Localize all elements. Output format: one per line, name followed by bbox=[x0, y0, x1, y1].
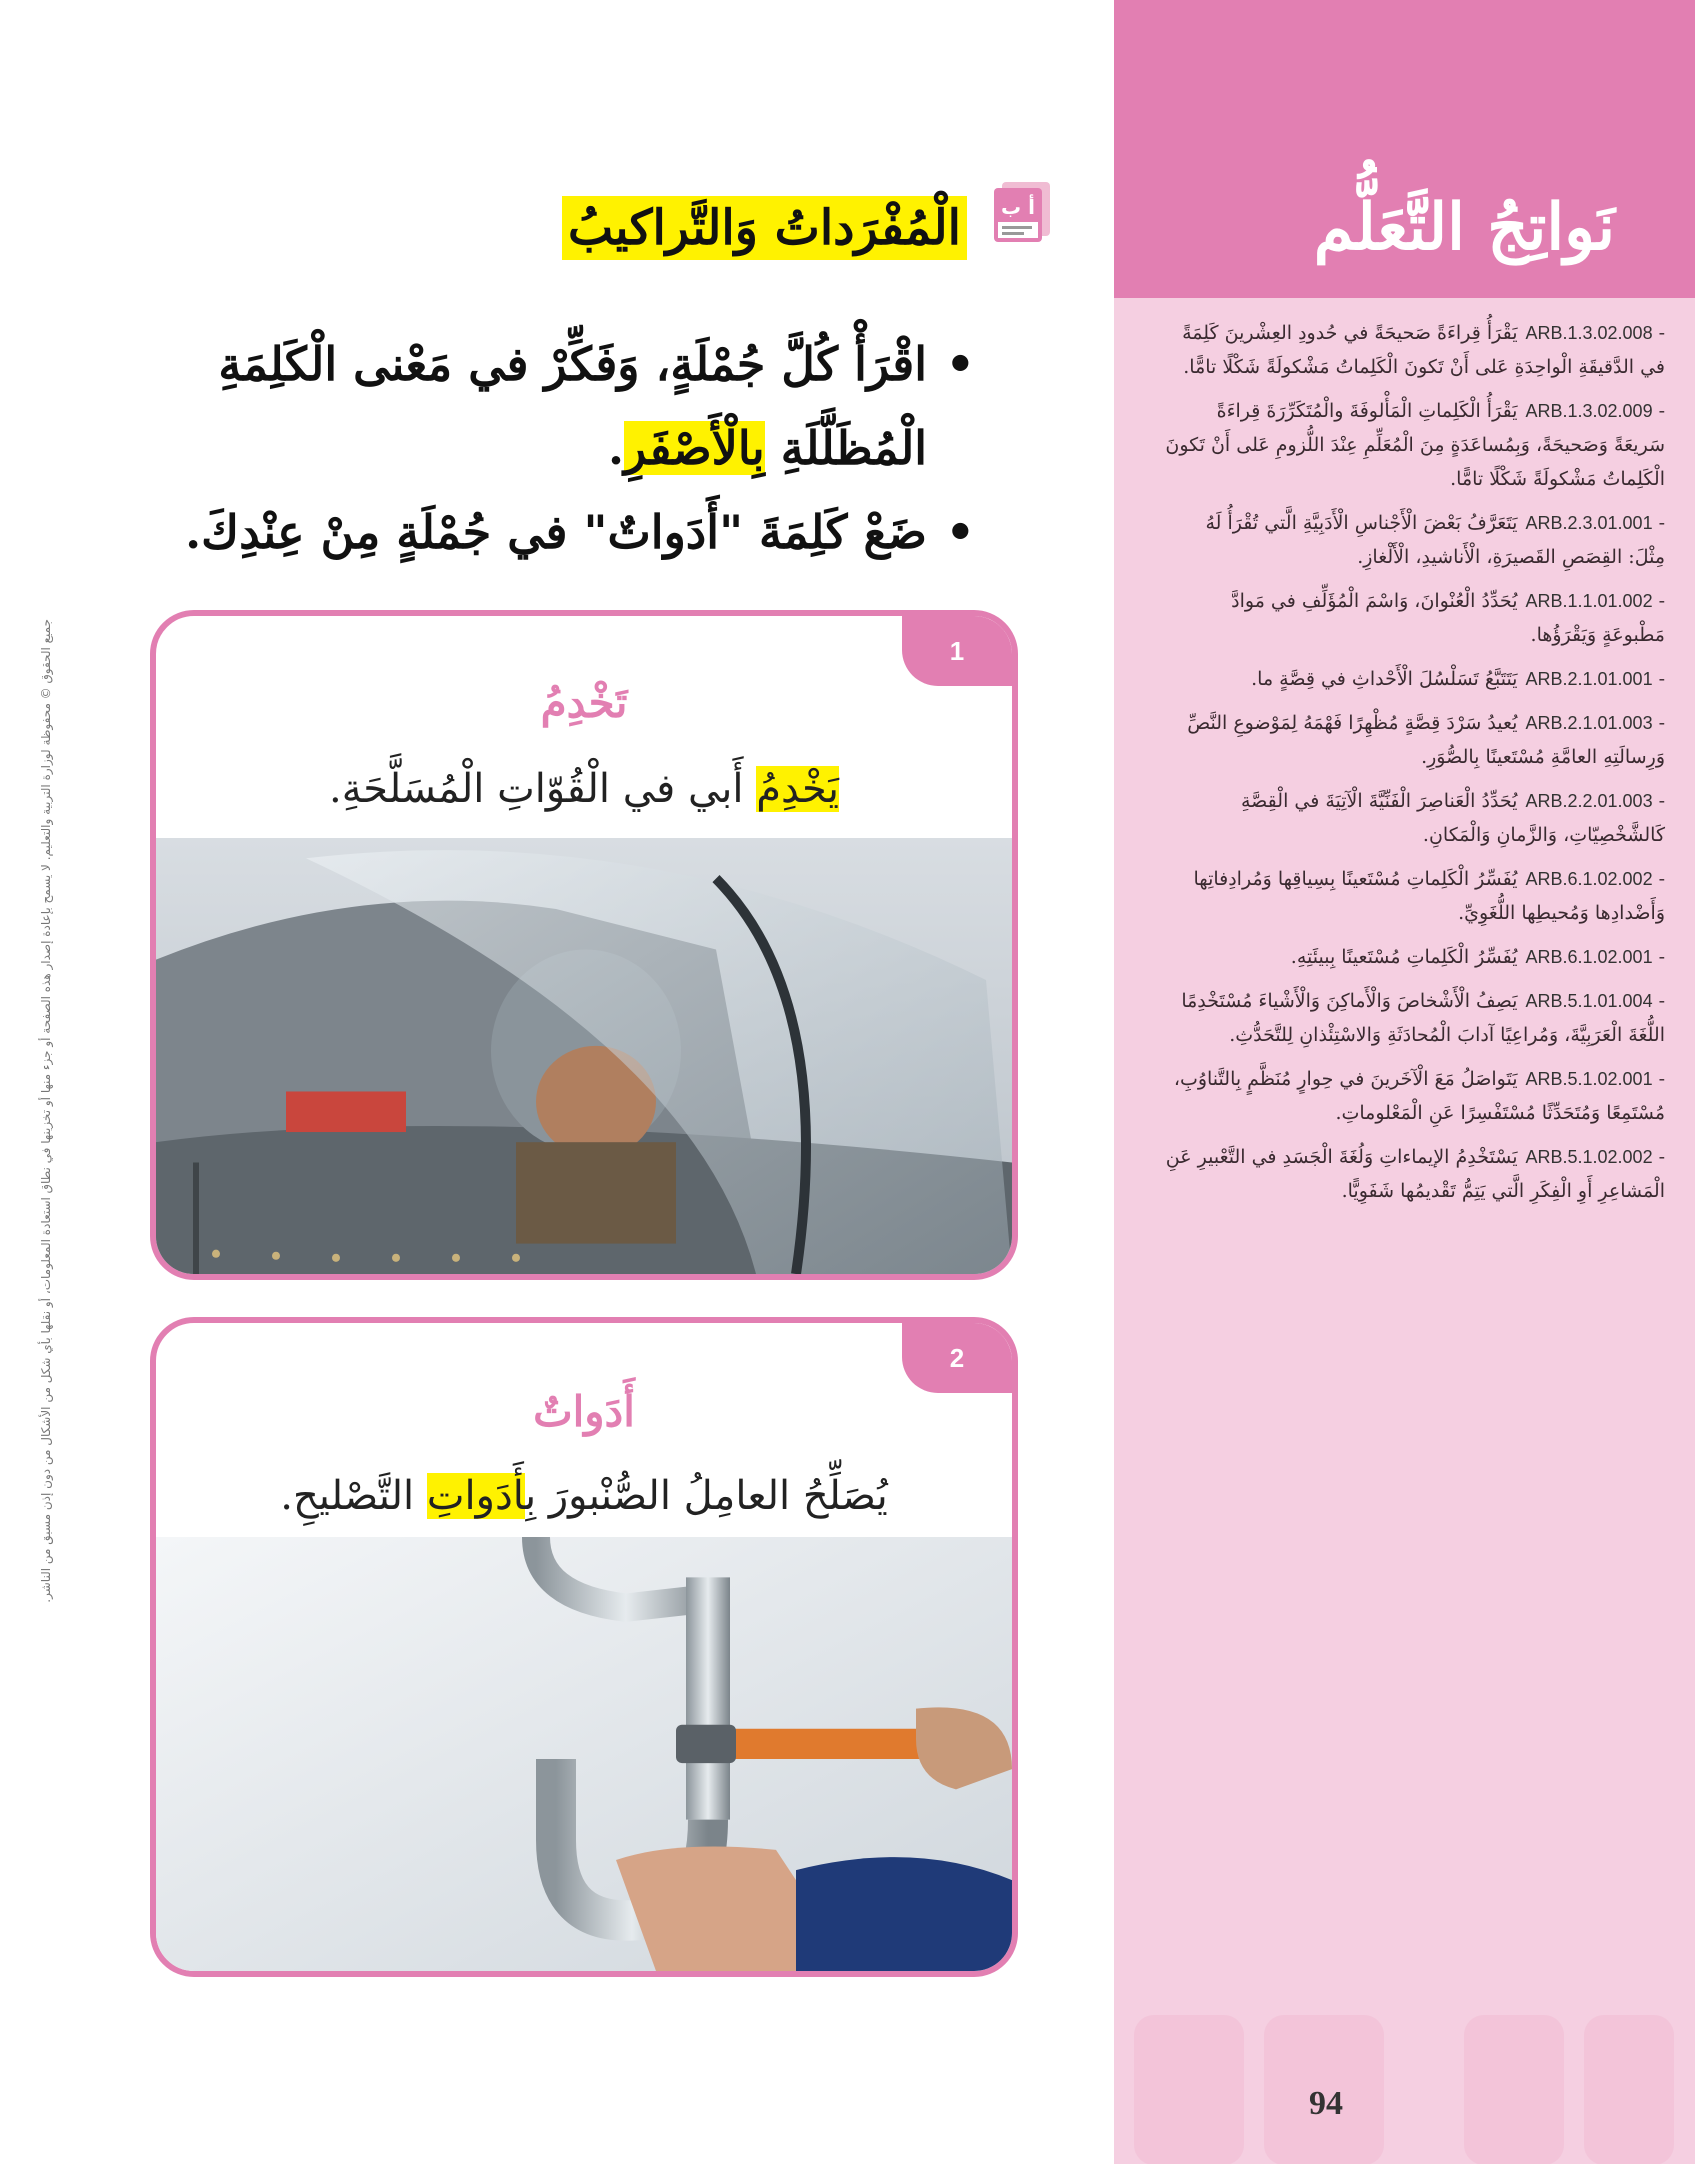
card-word: تَخْدِمُ bbox=[540, 678, 628, 727]
decorative-bar bbox=[1584, 2015, 1674, 2164]
outcome-item: -ARB.6.1.02.001يُفَسِّرُ الْكَلِماتِ مُسْتَعينًا بِبيئَتِهِ. bbox=[1290, 946, 1665, 968]
instruction-text: ضَعْ كَلِمَةَ "أَدَواتٌ" في جُمْلَةٍ مِنْ عِنْدِكَ. bbox=[185, 505, 927, 559]
outcome-item: -ARB.1.1.01.002يُحَدِّدُ الْعُنْوانَ، وَاسْمَ الْمُؤَلِّفِ في مَوادَّ مَطْبوعَةٍ وَيَقْرَؤُها. bbox=[1231, 590, 1665, 646]
outcome-text: يَتَواصَلُ مَعَ الْآخَرينَ في حِوارٍ مُنَظَّمٍ بِالتَّناوُبِ، مُسْتَمِعًا وَمُتَحَدِّثًا مُسْتَفْسِرًا عَنِ الْمَعْلوماتِ. bbox=[1173, 1068, 1665, 1124]
outcome-item: -ARB.1.3.02.008يَقْرَأُ قِراءَةً صَحيحَةً في حُدودِ العِشْرينَ كَلِمَةً في الدَّقيقَةِ الْواحِدَةِ عَلى أَنْ تَكونَ الْكَلِماتُ مَشْكولَةً شَكْلًا تامًّا. bbox=[1182, 322, 1665, 378]
outcome-code: ARB.1.3.02.009 bbox=[1525, 401, 1653, 421]
outcome-item: -ARB.2.2.01.003يُحَدِّدُ الْعَناصِرَ الْفَنِّيَّةَ الْآتِيَةَ في الْقِصَّةِ كَالشَّخْصِيّاتِ، وَالزَّمانِ وَالْمَكانِ. bbox=[1241, 790, 1665, 846]
outcome-item: -ARB.2.1.01.003يُعيدُ سَرْدَ قِصَّةٍ مُظْهِرًا فَهْمَهُ لِمَوْضوعِ النَّصِّ وَرِسالَتِهِ العامَّةِ مُسْتَعينًا بِالصُّوَرِ. bbox=[1187, 712, 1665, 768]
outcome-item: -ARB.5.1.01.004يَصِفُ الْأَشْخاصَ وَالْأَماكِنَ وَالْأَشْياءَ مُسْتَخْدِمًا اللُّغَةَ الْعَرَبِيَّةَ، وَمُراعِيًا آدابَ الْمُحادَثَةِ وَالاسْتِئْذانِ لِلتَّحَدُّثِ. bbox=[1181, 990, 1665, 1046]
outcome-text: يُحَدِّدُ الْعُنْوانَ، وَاسْمَ الْمُؤَلِّفِ في مَوادَّ مَطْبوعَةٍ وَيَقْرَؤُها. bbox=[1231, 590, 1665, 646]
outcome-item: -ARB.2.1.01.001يَتَتَبَّعُ تَسَلْسُلَ الْأَحْداثِ في قِصَّةٍ ما. bbox=[1251, 668, 1665, 690]
vocabulary-card bbox=[150, 1317, 1018, 1977]
outcomes-list bbox=[1165, 316, 1665, 1218]
instruction-item bbox=[145, 322, 975, 490]
outcome-code: ARB.6.1.02.001 bbox=[1525, 947, 1653, 967]
copyright-notice: جميع الحقوق © محفوظة لوزارة التربية والتعليم. لا يسمح بإعادة إصدار هذه الصفحة أو جزء منها أو تخزينها في نطاق استعادة المعلومات، أو نقلها بأي شكل من الأشكال من دون إذن مسبق من الناشر. bbox=[39, 619, 53, 1603]
outcome-code: ARB.2.2.01.003 bbox=[1525, 791, 1653, 811]
outcome-code: ARB.5.1.01.004 bbox=[1525, 991, 1653, 1011]
outcome-text: يَصِفُ الْأَشْخاصَ وَالْأَماكِنَ وَالْأَشْياءَ مُسْتَخْدِمًا اللُّغَةَ الْعَرَبِيَّةَ، وَمُراعِيًا آدابَ الْمُحادَثَةِ وَالاسْتِئْذانِ لِلتَّحَدُّثِ. bbox=[1181, 990, 1665, 1046]
sidebar-header bbox=[1114, 0, 1695, 298]
highlighted-word: يَخْدِمُ bbox=[756, 766, 839, 812]
sentence-text: يُصَلِّحُ العامِلُ الصُّنْبورَ بِ bbox=[524, 1473, 888, 1519]
outcome-text: يُفَسِّرُ الْكَلِماتِ مُسْتَعينًا بِسِياقِها وَمُرادِفاتِها وَأَضْدادِها وَمُحيطِها اللُّغَوِيِّ. bbox=[1193, 868, 1665, 924]
sentence-text: أَبي في الْقُوّاتِ الْمُسَلَّحَةِ. bbox=[329, 766, 757, 812]
outcome-code: ARB.2.3.01.001 bbox=[1525, 513, 1653, 533]
outcome-text: يَقْرَأُ قِراءَةً صَحيحَةً في حُدودِ العِشْرينَ كَلِمَةً في الدَّقيقَةِ الْواحِدَةِ عَلى أَنْ تَكونَ الْكَلِماتُ مَشْكولَةً شَكْلًا تامًّا. bbox=[1182, 322, 1665, 378]
card-sentence bbox=[156, 1473, 1012, 1519]
card-number-badge: 1 bbox=[902, 616, 1012, 686]
outcome-code: ARB.6.1.02.002 bbox=[1525, 869, 1653, 889]
decorative-bar bbox=[1464, 2015, 1564, 2164]
outcome-text: يُعيدُ سَرْدَ قِصَّةٍ مُظْهِرًا فَهْمَهُ لِمَوْضوعِ النَّصِّ وَرِسالَتِهِ العامَّةِ مُسْتَعينًا بِالصُّوَرِ. bbox=[1187, 712, 1665, 768]
bullet-icon: • bbox=[945, 337, 975, 391]
sentence-text: التَّصْليحِ. bbox=[280, 1473, 427, 1519]
outcome-text: يَسْتَخْدِمُ الإيماءاتِ وَلُغَةَ الْجَسَدِ في التَّعْبيرِ عَنِ الْمَشاعِرِ أَوِ الْفِكَرِ الَّتي يَتِمُّ تَقْديمُها شَفَوِيًّا. bbox=[1165, 1146, 1665, 1202]
outcome-code: ARB.1.3.02.008 bbox=[1525, 323, 1653, 343]
outcome-text: يَقْرَأُ الْكَلِماتِ الْمَأْلوفَةَ والْمُتَكَرِّرَةَ قِراءَةً سَريعَةً وَصَحيحَةً، وَبِمُساعَدَةٍ مِنَ الْمُعَلِّمِ عِنْدَ اللُّزومِ عَلى أَنْ تَكونَ الْكَلِماتُ مَشْكولَةً شَكْلًا تامًّا. bbox=[1165, 400, 1665, 490]
page-number: 94 bbox=[1309, 2085, 1343, 2122]
outcome-code: ARB.1.1.01.002 bbox=[1525, 591, 1653, 611]
instructions-list bbox=[145, 322, 975, 574]
card-sentence bbox=[156, 766, 1012, 812]
outcome-code: ARB.2.1.01.003 bbox=[1525, 713, 1653, 733]
outcome-code: ARB.5.1.02.002 bbox=[1525, 1147, 1653, 1167]
instruction-period: . bbox=[607, 421, 624, 475]
outcome-text: يُفَسِّرُ الْكَلِماتِ مُسْتَعينًا بِبيئَتِهِ. bbox=[1290, 946, 1518, 968]
outcome-item: -ARB.1.3.02.009يَقْرَأُ الْكَلِماتِ الْمَأْلوفَةَ والْمُتَكَرِّرَةَ قِراءَةً سَريعَةً وَصَحيحَةً، وَبِمُساعَدَةٍ مِنَ الْمُعَلِّمِ عِنْدَ اللُّزومِ عَلى أَنْ تَكونَ الْكَلِماتُ مَشْكولَةً شَكْلًا تامًّا. bbox=[1165, 400, 1665, 490]
instruction-text: اقْرَأْ كُلَّ جُمْلَةٍ، وَفَكِّرْ في مَعْنى الْكَلِمَةِ الْمُظَلَّلَةِ bbox=[218, 337, 927, 475]
plumber-fixing-pipe-image bbox=[156, 1537, 1012, 1971]
outcome-code: ARB.2.1.01.001 bbox=[1525, 669, 1653, 689]
vocabulary-book-icon bbox=[988, 178, 1054, 244]
outcome-code: ARB.5.1.02.001 bbox=[1525, 1069, 1653, 1089]
bullet-icon: • bbox=[945, 505, 975, 559]
decorative-bar bbox=[1134, 2015, 1244, 2164]
outcome-text: يُحَدِّدُ الْعَناصِرَ الْفَنِّيَّةَ الْآتِيَةَ في الْقِصَّةِ كَالشَّخْصِيّاتِ، وَالزَّمانِ وَالْمَكانِ. bbox=[1241, 790, 1665, 846]
section-title: الْمُفْرَداتُ وَالتَّراكيبُ bbox=[562, 196, 967, 260]
vocabulary-card bbox=[150, 610, 1018, 1280]
card-number-badge: 2 bbox=[902, 1323, 1012, 1393]
highlighted-word: أَدَواتِ bbox=[426, 1473, 525, 1519]
highlighted-word: بِالْأَصْفَرِ bbox=[623, 421, 765, 475]
outcome-item: -ARB.5.1.02.001يَتَواصَلُ مَعَ الْآخَرينَ في حِوارٍ مُنَظَّمٍ بِالتَّناوُبِ، مُسْتَمِعًا وَمُتَحَدِّثًا مُسْتَفْسِرًا عَنِ الْمَعْلوماتِ. bbox=[1173, 1068, 1665, 1124]
pilot-in-cockpit-image bbox=[156, 838, 1012, 1274]
outcome-text: يَتَتَبَّعُ تَسَلْسُلَ الْأَحْداثِ في قِصَّةٍ ما. bbox=[1251, 668, 1518, 690]
section-icon-letters: أ ب bbox=[1001, 195, 1035, 219]
outcome-item: -ARB.2.3.01.001يَتَعَرَّفُ بَعْضَ الْأَجْناسِ الْأَدَبِيَّةِ الَّتي تُقْرَأُ لَهُ مِثْلَ: القِصَصِ القَصيرَةِ، الْأَناشيدِ، الْأَلْغازِ. bbox=[1205, 512, 1665, 568]
card-word: أَدَواتٌ bbox=[533, 1387, 635, 1436]
outcome-item: -ARB.6.1.02.002يُفَسِّرُ الْكَلِماتِ مُسْتَعينًا بِسِياقِها وَمُرادِفاتِها وَأَضْدادِها وَمُحيطِها اللُّغَوِيِّ. bbox=[1193, 868, 1665, 924]
sidebar-title: نَواتِجُ التَّعَلُّم bbox=[1313, 190, 1615, 265]
outcome-text: يَتَعَرَّفُ بَعْضَ الْأَجْناسِ الْأَدَبِيَّةِ الَّتي تُقْرَأُ لَهُ مِثْلَ: القِصَصِ القَصيرَةِ، الْأَناشيدِ، الْأَلْغازِ. bbox=[1205, 512, 1665, 568]
outcome-item: -ARB.5.1.02.002يَسْتَخْدِمُ الإيماءاتِ وَلُغَةَ الْجَسَدِ في التَّعْبيرِ عَنِ الْمَشاعِرِ أَوِ الْفِكَرِ الَّتي يَتِمُّ تَقْديمُها شَفَوِيًّا. bbox=[1165, 1146, 1665, 1202]
learning-outcomes-sidebar bbox=[1114, 0, 1695, 2164]
instruction-item bbox=[145, 490, 975, 574]
